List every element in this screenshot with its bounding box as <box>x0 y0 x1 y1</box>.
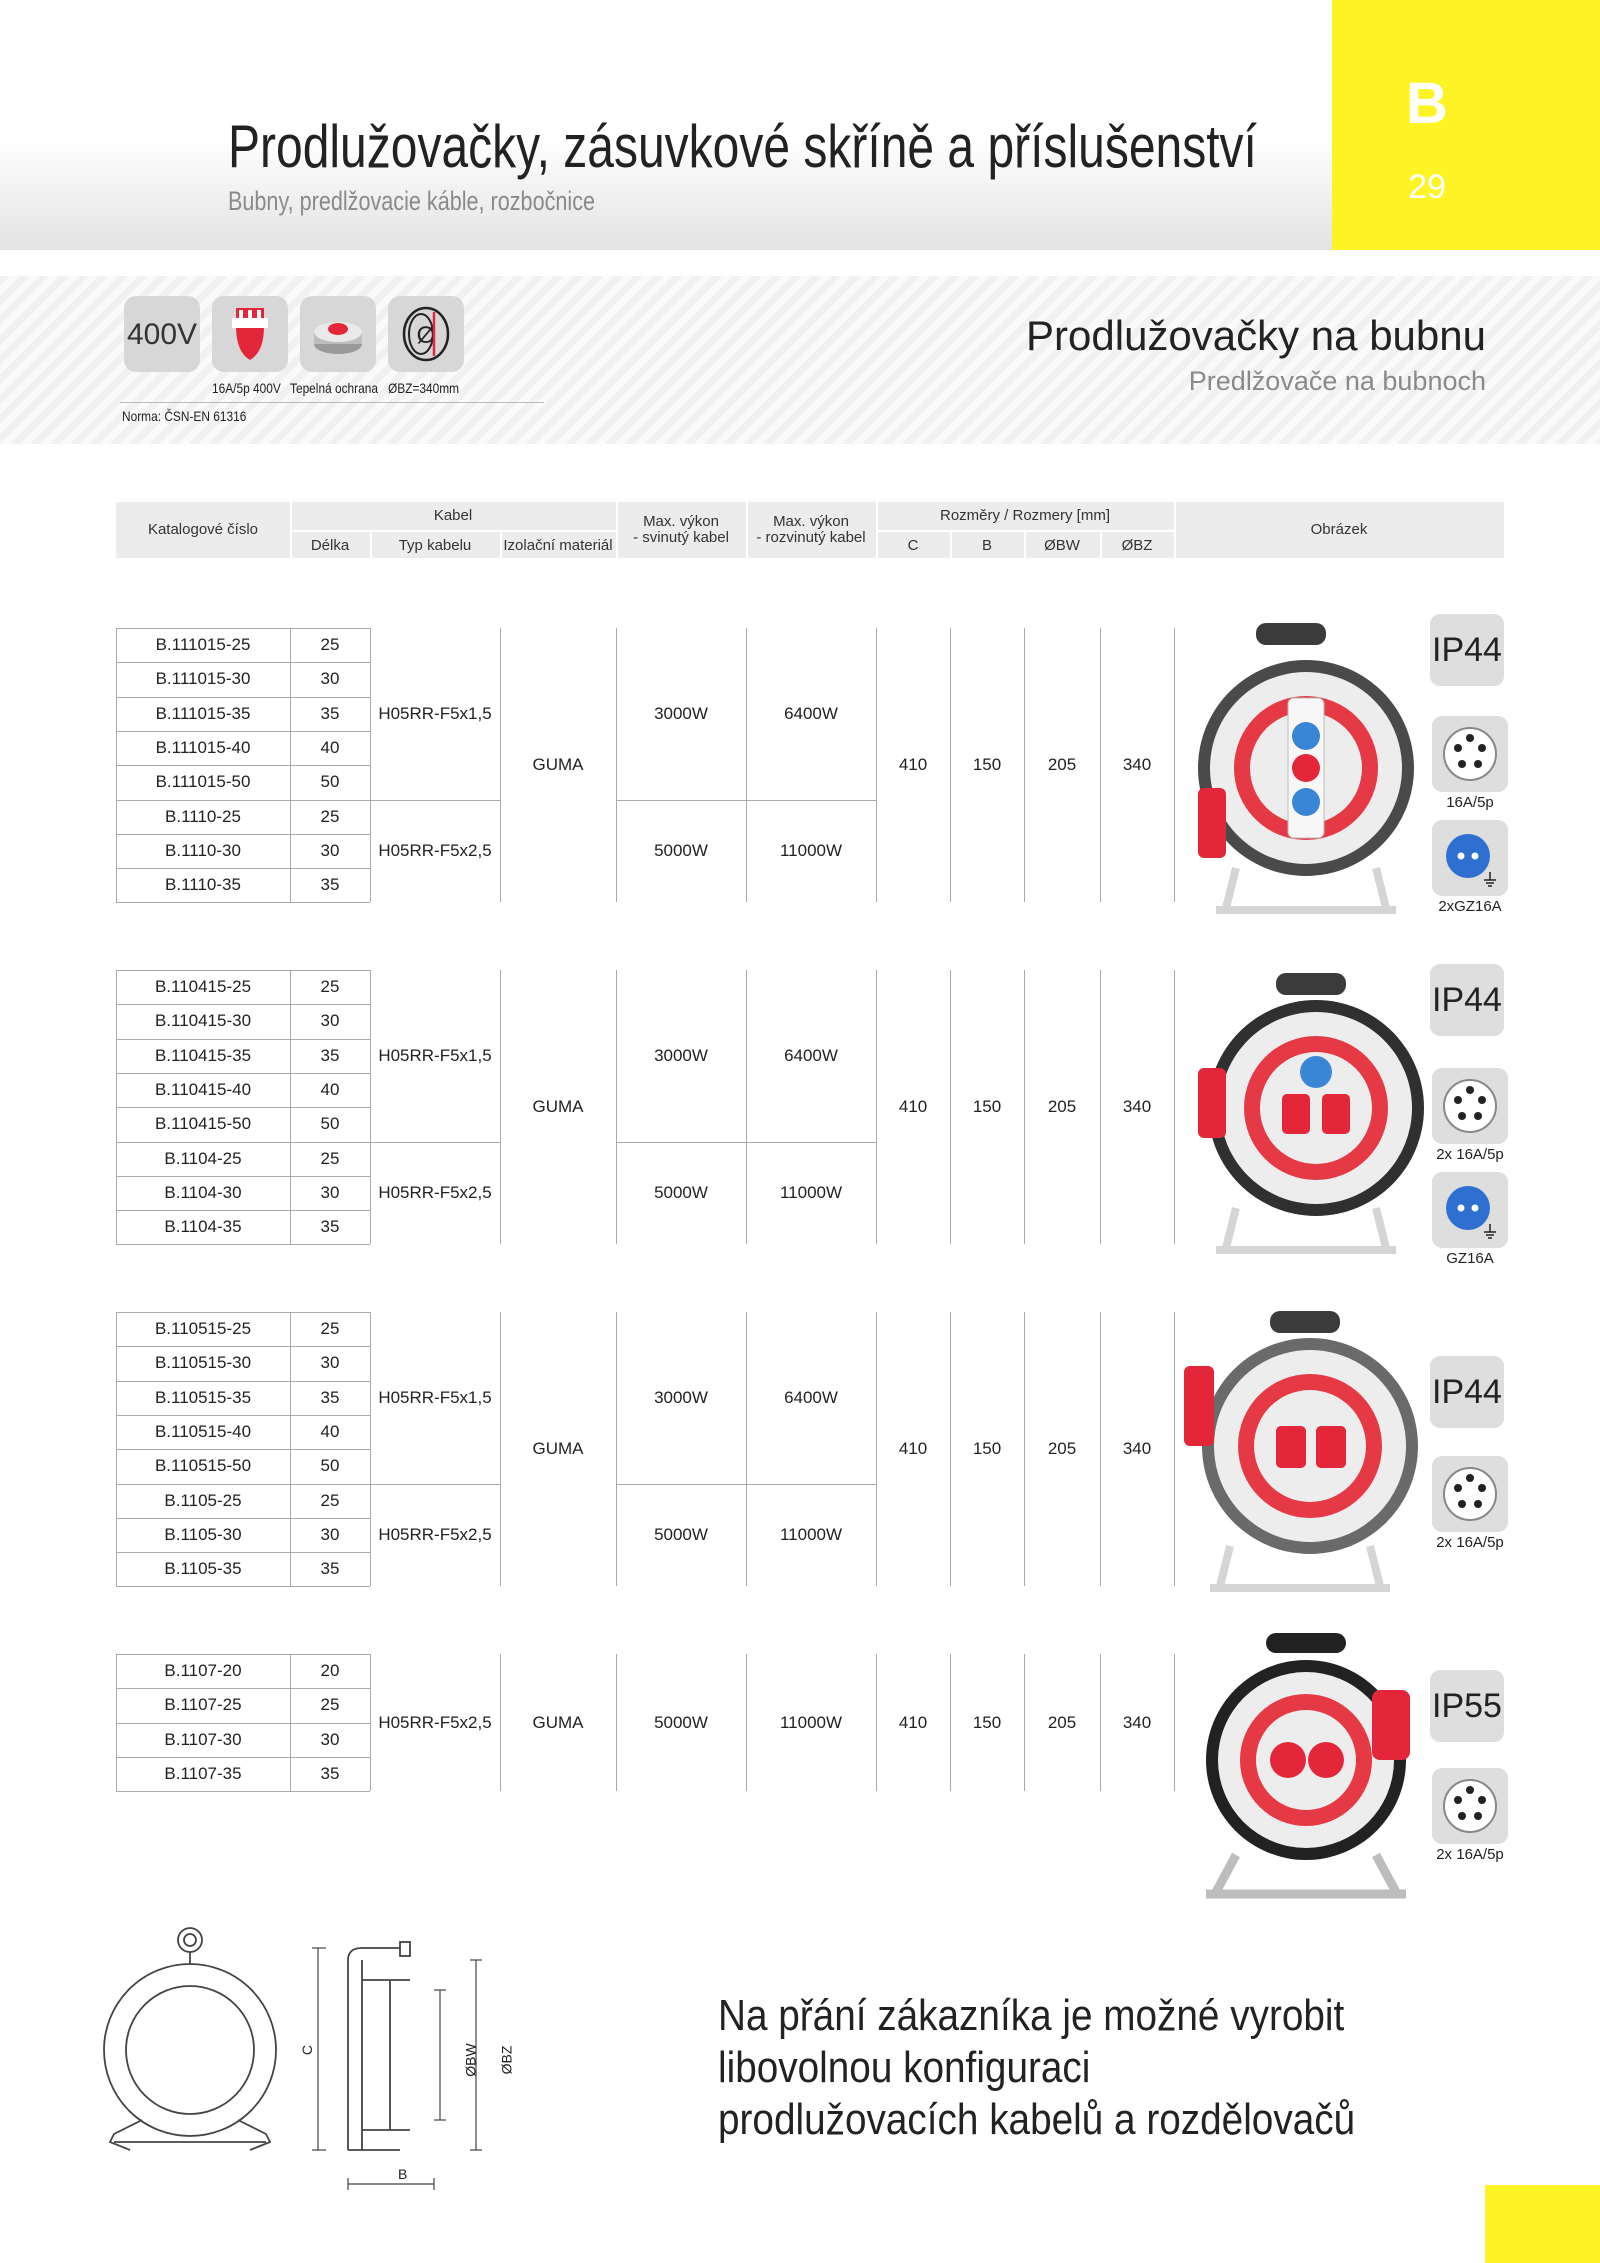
split-line <box>616 1484 876 1485</box>
row-line <box>116 902 370 903</box>
th-dim-c: C <box>907 537 919 554</box>
row-line <box>116 1073 370 1074</box>
cable-drum-image <box>1196 618 1426 918</box>
catalog-number: B.1104-25 <box>164 1148 242 1168</box>
row-line <box>116 662 370 663</box>
page-title: Prodlužovačky, zásuvkové skříně a příslušenství <box>228 113 1257 180</box>
split-line <box>370 800 500 801</box>
cable-length: 25 <box>320 635 340 655</box>
row-line <box>116 765 370 766</box>
dim-bz: 340 <box>1122 1712 1152 1732</box>
catalog-number: B.110515-25 <box>154 1319 252 1339</box>
dim-b: 150 <box>972 1097 1002 1117</box>
dim-bz: 340 <box>1122 1439 1152 1459</box>
insulation-material: GUMA <box>532 1097 584 1117</box>
cable-length: 50 <box>320 772 340 792</box>
row-line <box>116 800 370 801</box>
max-power-coiled: 5000W <box>654 1712 708 1732</box>
ip-rating-badge: IP44 <box>1430 614 1504 686</box>
cable-length: 25 <box>320 977 340 997</box>
drum-dimension-diagram <box>100 1920 560 2230</box>
voltage-badge <box>124 296 200 372</box>
column-line <box>1174 1312 1175 1586</box>
cable-length: 50 <box>320 1456 340 1476</box>
dim-b: 150 <box>972 1439 1002 1459</box>
row-line <box>116 834 370 835</box>
cable-type: H05RR-F5x2,5 <box>378 1712 492 1732</box>
dim-c: 410 <box>898 1712 928 1732</box>
cable-length: 25 <box>320 1148 340 1168</box>
feature-label-cee: 16A/5p 400V <box>212 380 281 396</box>
cee-socket-icon <box>1432 1456 1508 1532</box>
cable-drum-image <box>1196 1630 1426 1900</box>
dim-bz: 340 <box>1122 1097 1152 1117</box>
th-image: Obrázek <box>1310 521 1368 538</box>
cable-type: H05RR-F5x2,5 <box>378 1182 492 1202</box>
row-line <box>116 1244 370 1245</box>
cable-length: 30 <box>320 840 340 860</box>
cable-length: 25 <box>320 806 340 826</box>
cable-length: 20 <box>320 1661 340 1681</box>
cee-socket-icon <box>1432 1068 1508 1144</box>
insulation-material: GUMA <box>532 1712 584 1732</box>
max-power-uncoiled: 6400W <box>784 703 838 723</box>
row-line <box>116 731 370 732</box>
dim-bw: 205 <box>1047 1712 1077 1732</box>
voltage-badge-label: 400V <box>126 318 198 351</box>
row-line <box>116 1346 370 1347</box>
norm-text: Norma: ČSN-EN 61316 <box>122 408 247 424</box>
dim-c: 410 <box>898 1097 928 1117</box>
catalog-number: B.1104-30 <box>164 1182 242 1202</box>
th-max-coiled: Max. výkon - svinutý kabel <box>633 513 729 546</box>
max-power-uncoiled: 6400W <box>784 1387 838 1407</box>
cable-length: 25 <box>320 1319 340 1339</box>
row-line <box>116 1176 370 1177</box>
cable-length: 25 <box>320 1490 340 1510</box>
th-max-uncoiled: Max. výkon - rozvinutý kabel <box>756 513 866 546</box>
catalog-number: B.1105-35 <box>164 1559 242 1579</box>
max-power-coiled: 3000W <box>654 703 708 723</box>
section-subtitle: Predlžovače na bubnoch <box>1188 366 1486 396</box>
row-line <box>116 1312 370 1313</box>
row-line <box>116 1586 370 1587</box>
diagram-label-bz: ØBZ <box>498 2045 515 2075</box>
row-line <box>116 1688 370 1689</box>
cable-type: H05RR-F5x2,5 <box>378 1524 492 1544</box>
header-divider <box>290 530 616 532</box>
cable-type: H05RR-F5x1,5 <box>378 1045 492 1065</box>
column-line <box>1174 970 1175 1244</box>
th-dim-b: B <box>981 537 992 554</box>
dim-bw: 205 <box>1047 1439 1077 1459</box>
dim-bw: 205 <box>1047 1097 1077 1117</box>
th-dim-bz: ØBZ <box>1121 537 1153 554</box>
cable-type: H05RR-F5x1,5 <box>378 703 492 723</box>
th-catalog: Katalogové číslo <box>147 521 259 538</box>
note-line: Na přání zákazníka je možné vyrobit <box>718 1991 1345 2040</box>
cable-length: 40 <box>320 1080 340 1100</box>
dim-bw: 205 <box>1047 755 1077 775</box>
cable-length: 30 <box>320 1524 340 1544</box>
catalog-number: B.111015-30 <box>155 669 251 689</box>
socket-label: 2x 16A/5p <box>1436 1534 1504 1551</box>
catalog-number: B.110515-40 <box>154 1422 252 1442</box>
cable-drum-image <box>1196 968 1426 1258</box>
cable-length: 35 <box>320 1559 340 1579</box>
corner-accent <box>1485 2185 1600 2263</box>
column-line <box>1174 628 1175 902</box>
catalog-number: B.111015-25 <box>155 635 251 655</box>
catalog-number: B.110415-30 <box>154 1011 252 1031</box>
drum-diameter-icon <box>388 296 464 372</box>
cable-length: 35 <box>320 1764 340 1784</box>
th-cable: Kabel <box>433 507 473 524</box>
row-line <box>116 1654 370 1655</box>
page-number: 29 <box>1408 168 1446 206</box>
cable-length: 30 <box>320 1353 340 1373</box>
row-line <box>116 1449 370 1450</box>
catalog-number: B.111015-50 <box>155 772 251 792</box>
cable-length: 30 <box>320 1729 340 1749</box>
catalog-number: B.1105-25 <box>164 1490 242 1510</box>
socket-label: GZ16A <box>1446 1250 1494 1267</box>
catalog-number: B.1105-30 <box>164 1524 242 1544</box>
section-title: Prodlužovačky na bubnu <box>1026 312 1486 359</box>
row-line <box>116 1381 370 1382</box>
cable-length: 40 <box>320 1422 340 1442</box>
schuko-socket-icon <box>1432 820 1508 896</box>
cable-length: 40 <box>320 738 340 758</box>
max-power-coiled: 3000W <box>654 1387 708 1407</box>
max-power-uncoiled: 11000W <box>779 840 843 860</box>
th-dimensions: Rozměry / Rozmery [mm] <box>939 507 1110 524</box>
feature-label-thermal: Tepelná ochrana <box>290 380 379 396</box>
cee-socket-icon <box>1432 716 1508 792</box>
row-line <box>116 1518 370 1519</box>
cee-plug-icon <box>212 296 288 372</box>
max-power-uncoiled: 11000W <box>779 1524 843 1544</box>
catalog-number: B.1107-25 <box>164 1695 242 1715</box>
cable-type: H05RR-F5x1,5 <box>378 1387 492 1407</box>
catalog-number: B.110415-35 <box>154 1045 252 1065</box>
cable-length: 35 <box>320 703 340 723</box>
row-line <box>116 868 370 869</box>
cable-length: 35 <box>320 875 340 895</box>
diagram-label-b: B <box>398 2166 408 2182</box>
dim-c: 410 <box>898 755 928 775</box>
row-line <box>116 970 370 971</box>
row-line <box>116 628 370 629</box>
catalog-number: B.1104-35 <box>164 1217 242 1237</box>
cable-length: 30 <box>320 1011 340 1031</box>
catalog-number: B.1110-25 <box>165 806 241 826</box>
th-length: Délka <box>310 537 350 554</box>
row-line <box>116 1210 370 1211</box>
cable-length: 35 <box>320 1387 340 1407</box>
cee-socket-icon <box>1432 1768 1508 1844</box>
row-line <box>116 1107 370 1108</box>
note-line: libovolnou konfiguraci <box>718 2043 1091 2092</box>
catalog-number: B.110515-50 <box>154 1456 252 1476</box>
row-line <box>116 1142 370 1143</box>
cable-length: 35 <box>320 1045 340 1065</box>
cable-length: 30 <box>320 1182 340 1202</box>
cable-length: 35 <box>320 1217 340 1237</box>
catalog-number: B.110415-40 <box>154 1080 252 1100</box>
catalog-number: B.110515-30 <box>154 1353 252 1373</box>
row-line <box>116 1415 370 1416</box>
diagram-label-c: C <box>299 2044 316 2056</box>
catalog-number: B.1110-30 <box>165 840 241 860</box>
split-line <box>616 1142 876 1143</box>
th-dim-bw: ØBW <box>1044 537 1080 554</box>
row-line <box>116 697 370 698</box>
ip-rating-badge: IP55 <box>1430 1670 1504 1742</box>
row-line <box>116 1552 370 1553</box>
insulation-material: GUMA <box>532 1439 584 1459</box>
th-cable-type: Typ kabelu <box>398 537 472 554</box>
row-line <box>116 1723 370 1724</box>
th-insulation: Izolační materiál <box>503 537 613 554</box>
row-line <box>116 1757 370 1758</box>
customization-note <box>718 1990 1355 2146</box>
row-line <box>116 1039 370 1040</box>
schuko-socket-icon <box>1432 1172 1508 1248</box>
max-power-coiled: 5000W <box>654 1524 708 1544</box>
max-power-uncoiled: 11000W <box>779 1182 843 1202</box>
catalog-number: B.1110-35 <box>165 875 241 895</box>
svg-text:Ø: Ø <box>416 322 436 349</box>
socket-label: 2x 16A/5p <box>1436 1846 1504 1863</box>
max-power-coiled: 3000W <box>654 1045 708 1065</box>
max-power-coiled: 5000W <box>654 840 708 860</box>
insulation-material: GUMA <box>532 755 584 775</box>
row-line <box>116 1004 370 1005</box>
socket-label: 2x 16A/5p <box>1436 1146 1504 1163</box>
split-line <box>370 1484 500 1485</box>
max-power-coiled: 5000W <box>654 1182 708 1202</box>
diagram-label-bw: ØBW <box>462 2043 479 2077</box>
row-line <box>116 1484 370 1485</box>
catalog-number: B.110515-35 <box>154 1387 252 1407</box>
page-subtitle: Bubny, predlžovacie káble, rozbočnice <box>228 186 596 216</box>
socket-label: 2xGZ16A <box>1438 898 1502 915</box>
catalog-number: B.1107-35 <box>164 1764 242 1784</box>
cable-type: H05RR-F5x2,5 <box>378 840 492 860</box>
cable-length: 25 <box>320 1695 340 1715</box>
feature-label-diameter: ØBZ=340mm <box>388 380 460 396</box>
split-line <box>616 800 876 801</box>
max-power-uncoiled: 6400W <box>784 1045 838 1065</box>
max-power-uncoiled: 11000W <box>779 1712 843 1732</box>
thermal-protection-icon <box>300 296 376 372</box>
dim-b: 150 <box>972 1712 1002 1732</box>
cable-drum-image <box>1180 1306 1420 1596</box>
note-line: prodlužovacích kabelů a rozdělovačů <box>718 2095 1356 2144</box>
ip-rating-badge: IP44 <box>1430 1356 1504 1428</box>
row-line <box>116 1791 370 1792</box>
dim-c: 410 <box>898 1439 928 1459</box>
catalog-number: B.1107-30 <box>164 1729 242 1749</box>
ip-rating-badge: IP44 <box>1430 964 1504 1036</box>
dim-bz: 340 <box>1122 755 1152 775</box>
socket-label: 16A/5p <box>1446 794 1494 811</box>
split-line <box>370 1142 500 1143</box>
cable-length: 50 <box>320 1114 340 1134</box>
catalog-number: B.110415-25 <box>154 977 252 997</box>
catalog-number: B.110415-50 <box>154 1114 252 1134</box>
dim-b: 150 <box>972 755 1002 775</box>
cable-length: 30 <box>320 669 340 689</box>
norm-divider <box>120 402 544 403</box>
column-line <box>1174 1654 1175 1791</box>
section-letter: B <box>1406 71 1448 136</box>
catalog-number: B.111015-35 <box>155 703 251 723</box>
catalog-number: B.111015-40 <box>155 738 251 758</box>
catalog-number: B.1107-20 <box>164 1661 242 1681</box>
